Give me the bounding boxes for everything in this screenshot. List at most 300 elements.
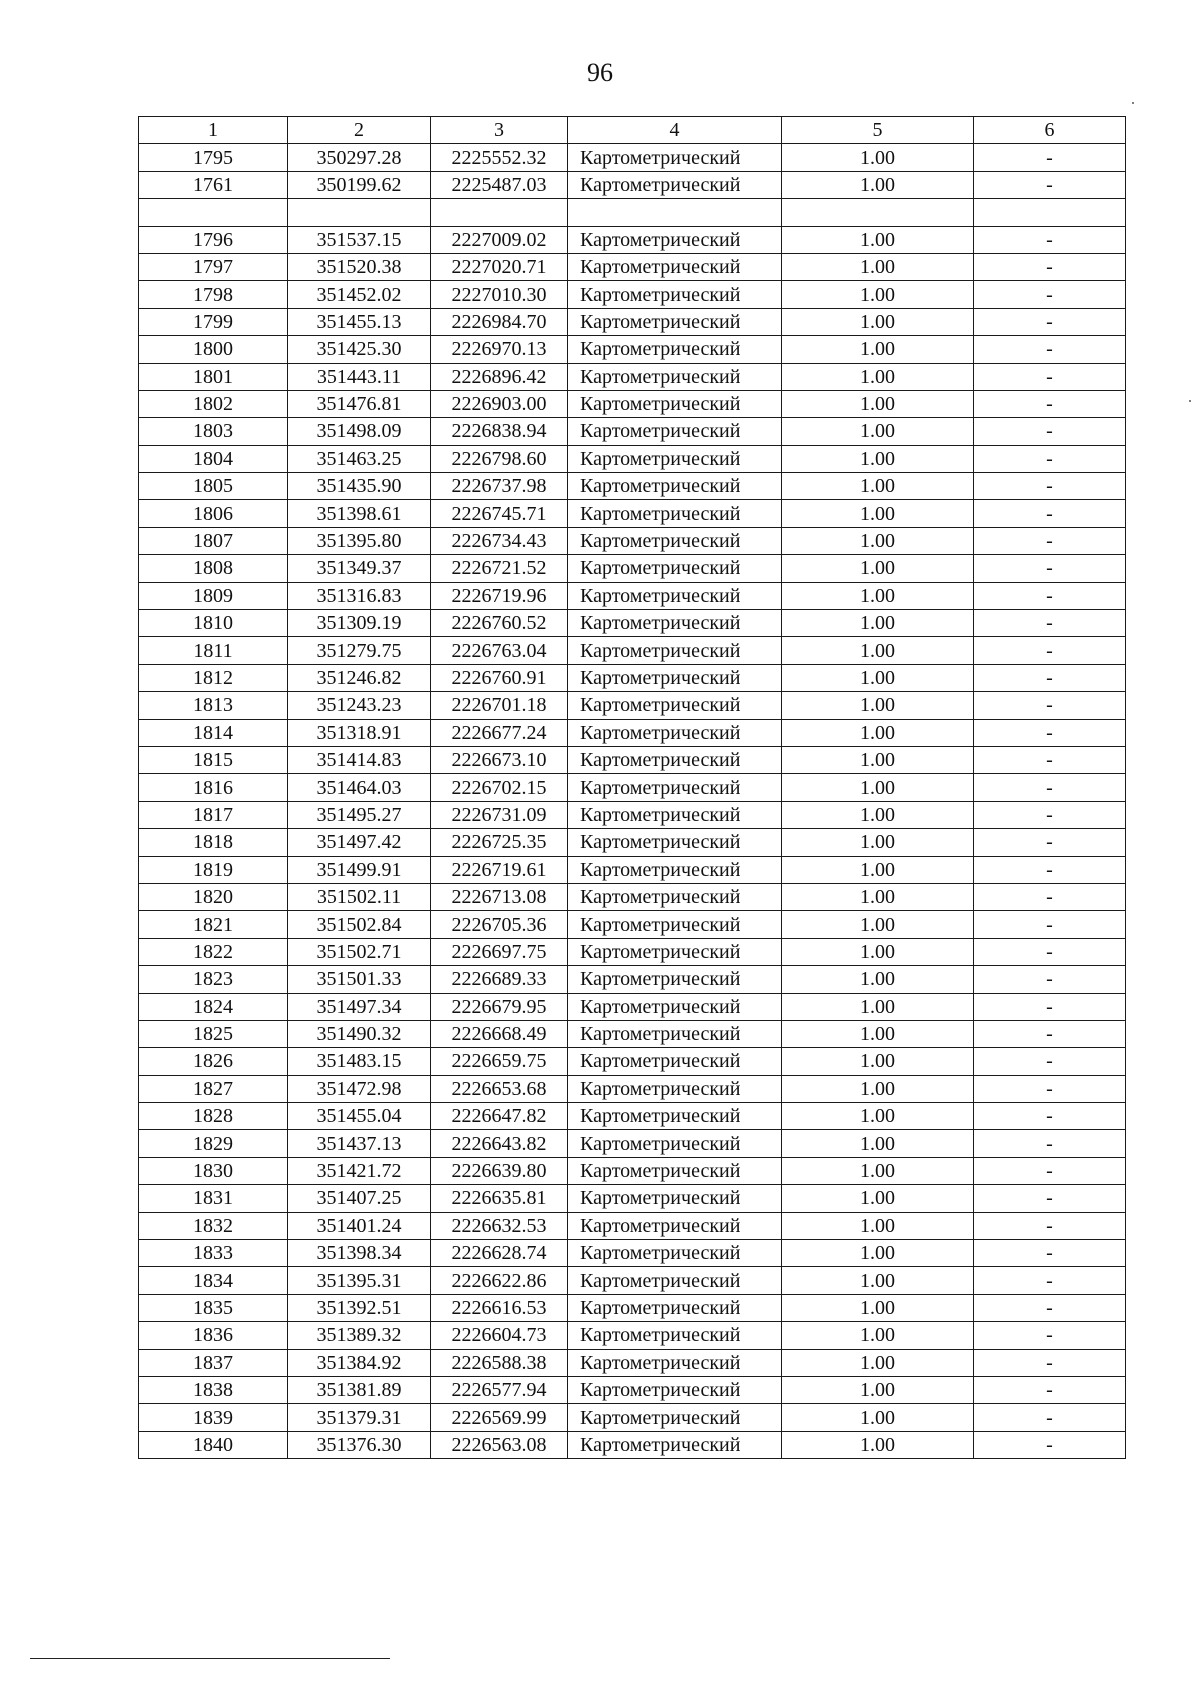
point-number-cell: 1805 (139, 473, 288, 500)
y-coordinate-cell: 2226635.81 (431, 1185, 568, 1212)
point-number-cell (139, 199, 288, 226)
description-cell: - (974, 911, 1126, 938)
point-number-cell: 1815 (139, 746, 288, 773)
point-number-cell: 1800 (139, 336, 288, 363)
point-number-cell: 1832 (139, 1212, 288, 1239)
method-cell: Картометрический (568, 1322, 782, 1349)
y-coordinate-cell: 2226903.00 (431, 390, 568, 417)
x-coordinate-cell: 351425.30 (288, 336, 431, 363)
table-row (139, 1431, 1126, 1458)
description-cell: - (974, 500, 1126, 527)
x-coordinate-cell: 350199.62 (288, 171, 431, 198)
x-coordinate-cell: 351243.23 (288, 692, 431, 719)
accuracy-cell: 1.00 (782, 1404, 974, 1431)
point-number-cell: 1819 (139, 856, 288, 883)
accuracy-cell: 1.00 (782, 582, 974, 609)
x-coordinate-cell: 351497.34 (288, 993, 431, 1020)
description-cell: - (974, 993, 1126, 1020)
accuracy-cell: 1.00 (782, 911, 974, 938)
method-cell: Картометрический (568, 993, 782, 1020)
method-cell: Картометрический (568, 883, 782, 910)
method-cell: Картометрический (568, 1431, 782, 1458)
description-cell: - (974, 363, 1126, 390)
table-row (139, 938, 1126, 965)
table-row (139, 1322, 1126, 1349)
point-number-cell: 1833 (139, 1240, 288, 1267)
table-row (139, 555, 1126, 582)
x-coordinate-cell: 351520.38 (288, 253, 431, 280)
x-coordinate-cell: 351398.61 (288, 500, 431, 527)
y-coordinate-cell: 2226604.73 (431, 1322, 568, 1349)
y-coordinate-cell: 2226643.82 (431, 1130, 568, 1157)
table-row (139, 171, 1126, 198)
scan-speck (1189, 400, 1191, 402)
x-coordinate-cell: 351483.15 (288, 1048, 431, 1075)
method-cell: Картометрический (568, 144, 782, 171)
empty-separator-row (139, 199, 1126, 226)
column-header-1: 1 (139, 117, 288, 144)
y-coordinate-cell: 2226616.53 (431, 1294, 568, 1321)
y-coordinate-cell: 2226577.94 (431, 1376, 568, 1403)
y-coordinate-cell: 2226731.09 (431, 801, 568, 828)
table-row (139, 144, 1126, 171)
accuracy-cell: 1.00 (782, 1185, 974, 1212)
x-coordinate-cell: 351443.11 (288, 363, 431, 390)
y-coordinate-cell: 2226673.10 (431, 746, 568, 773)
table-row (139, 1212, 1126, 1239)
point-number-cell: 1799 (139, 308, 288, 335)
method-cell: Картометрический (568, 1157, 782, 1184)
table-row (139, 1376, 1126, 1403)
y-coordinate-cell: 2226569.99 (431, 1404, 568, 1431)
description-cell: - (974, 1376, 1126, 1403)
point-number-cell: 1839 (139, 1404, 288, 1431)
description-cell: - (974, 527, 1126, 554)
description-cell: - (974, 774, 1126, 801)
accuracy-cell: 1.00 (782, 692, 974, 719)
y-coordinate-cell: 2226838.94 (431, 418, 568, 445)
point-number-cell: 1801 (139, 363, 288, 390)
y-coordinate-cell: 2226702.15 (431, 774, 568, 801)
x-coordinate-cell: 351437.13 (288, 1130, 431, 1157)
table-row (139, 883, 1126, 910)
description-cell: - (974, 829, 1126, 856)
description-cell (974, 199, 1126, 226)
table-row (139, 1048, 1126, 1075)
x-coordinate-cell: 351464.03 (288, 774, 431, 801)
x-coordinate-cell (288, 199, 431, 226)
accuracy-cell: 1.00 (782, 308, 974, 335)
y-coordinate-cell: 2227020.71 (431, 253, 568, 280)
x-coordinate-cell: 351309.19 (288, 610, 431, 637)
x-coordinate-cell: 351401.24 (288, 1212, 431, 1239)
accuracy-cell: 1.00 (782, 1157, 974, 1184)
x-coordinate-cell: 351435.90 (288, 473, 431, 500)
point-number-cell: 1806 (139, 500, 288, 527)
method-cell: Картометрический (568, 336, 782, 363)
table-row (139, 1130, 1126, 1157)
method-cell: Картометрический (568, 966, 782, 993)
y-coordinate-cell: 2226668.49 (431, 1020, 568, 1047)
y-coordinate-cell: 2226798.60 (431, 445, 568, 472)
description-cell: - (974, 1103, 1126, 1130)
method-cell: Картометрический (568, 582, 782, 609)
method-cell: Картометрический (568, 1267, 782, 1294)
point-number-cell: 1830 (139, 1157, 288, 1184)
x-coordinate-cell: 351495.27 (288, 801, 431, 828)
description-cell: - (974, 582, 1126, 609)
method-cell: Картометрический (568, 664, 782, 691)
y-coordinate-cell: 2226622.86 (431, 1267, 568, 1294)
point-number-cell: 1825 (139, 1020, 288, 1047)
point-number-cell: 1810 (139, 610, 288, 637)
description-cell: - (974, 555, 1126, 582)
description-cell: - (974, 856, 1126, 883)
table-row (139, 993, 1126, 1020)
accuracy-cell: 1.00 (782, 1294, 974, 1321)
table-row (139, 1349, 1126, 1376)
accuracy-cell: 1.00 (782, 746, 974, 773)
y-coordinate-cell: 2226725.35 (431, 829, 568, 856)
y-coordinate-cell: 2226745.71 (431, 500, 568, 527)
description-cell: - (974, 1130, 1126, 1157)
method-cell: Картометрический (568, 1404, 782, 1431)
y-coordinate-cell: 2226713.08 (431, 883, 568, 910)
accuracy-cell: 1.00 (782, 500, 974, 527)
method-cell: Картометрический (568, 692, 782, 719)
method-cell: Картометрический (568, 308, 782, 335)
accuracy-cell: 1.00 (782, 555, 974, 582)
accuracy-cell: 1.00 (782, 1240, 974, 1267)
description-cell: - (974, 1048, 1126, 1075)
method-cell: Картометрический (568, 1075, 782, 1102)
point-number-cell: 1804 (139, 445, 288, 472)
point-number-cell: 1834 (139, 1267, 288, 1294)
description-cell: - (974, 1349, 1126, 1376)
table-row (139, 1103, 1126, 1130)
y-coordinate-cell: 2226697.75 (431, 938, 568, 965)
x-coordinate-cell: 351318.91 (288, 719, 431, 746)
table-row (139, 1404, 1126, 1431)
description-cell: - (974, 473, 1126, 500)
description-cell: - (974, 883, 1126, 910)
description-cell: - (974, 1431, 1126, 1458)
point-number-cell: 1837 (139, 1349, 288, 1376)
column-header-2: 2 (288, 117, 431, 144)
page-number: 96 (587, 58, 613, 87)
method-cell (568, 199, 782, 226)
point-number-cell: 1823 (139, 966, 288, 993)
method-cell: Картометрический (568, 500, 782, 527)
y-coordinate-cell: 2226677.24 (431, 719, 568, 746)
accuracy-cell: 1.00 (782, 473, 974, 500)
table-row (139, 445, 1126, 472)
point-number-cell: 1796 (139, 226, 288, 253)
y-coordinate-cell: 2226734.43 (431, 527, 568, 554)
x-coordinate-cell: 351389.32 (288, 1322, 431, 1349)
y-coordinate-cell: 2225487.03 (431, 171, 568, 198)
method-cell: Картометрический (568, 171, 782, 198)
method-cell: Картометрический (568, 281, 782, 308)
description-cell: - (974, 418, 1126, 445)
x-coordinate-cell: 351395.31 (288, 1267, 431, 1294)
point-number-cell: 1826 (139, 1048, 288, 1075)
table-row (139, 911, 1126, 938)
description-cell: - (974, 1267, 1126, 1294)
column-header-3: 3 (431, 117, 568, 144)
y-coordinate-cell: 2226679.95 (431, 993, 568, 1020)
table-row (139, 801, 1126, 828)
x-coordinate-cell: 351407.25 (288, 1185, 431, 1212)
x-coordinate-cell: 351472.98 (288, 1075, 431, 1102)
method-cell: Картометрический (568, 1130, 782, 1157)
x-coordinate-cell: 351398.34 (288, 1240, 431, 1267)
y-coordinate-cell: 2226719.96 (431, 582, 568, 609)
x-coordinate-cell: 351414.83 (288, 746, 431, 773)
accuracy-cell: 1.00 (782, 856, 974, 883)
table-row (139, 226, 1126, 253)
method-cell: Картометрический (568, 746, 782, 773)
point-number-cell: 1821 (139, 911, 288, 938)
y-coordinate-cell: 2226760.91 (431, 664, 568, 691)
point-number-cell: 1818 (139, 829, 288, 856)
point-number-cell: 1827 (139, 1075, 288, 1102)
y-coordinate-cell: 2226719.61 (431, 856, 568, 883)
point-number-cell: 1797 (139, 253, 288, 280)
method-cell: Картометрический (568, 363, 782, 390)
header-row (139, 117, 1126, 144)
x-coordinate-cell: 351498.09 (288, 418, 431, 445)
y-coordinate-cell: 2226705.36 (431, 911, 568, 938)
method-cell: Картометрический (568, 253, 782, 280)
table-row (139, 473, 1126, 500)
accuracy-cell: 1.00 (782, 1103, 974, 1130)
point-number-cell: 1831 (139, 1185, 288, 1212)
accuracy-cell: 1.00 (782, 883, 974, 910)
accuracy-cell: 1.00 (782, 336, 974, 363)
table-row (139, 253, 1126, 280)
method-cell: Картометрический (568, 829, 782, 856)
method-cell: Картометрический (568, 1240, 782, 1267)
x-coordinate-cell: 351455.13 (288, 308, 431, 335)
method-cell: Картометрический (568, 1048, 782, 1075)
point-number-cell: 1809 (139, 582, 288, 609)
description-cell: - (974, 1294, 1126, 1321)
table-row (139, 390, 1126, 417)
description-cell: - (974, 1240, 1126, 1267)
table-row (139, 637, 1126, 664)
accuracy-cell: 1.00 (782, 363, 974, 390)
y-coordinate-cell: 2226689.33 (431, 966, 568, 993)
table-row (139, 308, 1126, 335)
x-coordinate-cell: 351490.32 (288, 1020, 431, 1047)
description-cell: - (974, 692, 1126, 719)
x-coordinate-cell: 351384.92 (288, 1349, 431, 1376)
accuracy-cell: 1.00 (782, 993, 974, 1020)
y-coordinate-cell: 2226628.74 (431, 1240, 568, 1267)
x-coordinate-cell: 351463.25 (288, 445, 431, 472)
description-cell: - (974, 746, 1126, 773)
x-coordinate-cell: 351246.82 (288, 664, 431, 691)
point-number-cell: 1811 (139, 637, 288, 664)
method-cell: Картометрический (568, 856, 782, 883)
accuracy-cell: 1.00 (782, 1075, 974, 1102)
x-coordinate-cell: 351501.33 (288, 966, 431, 993)
method-cell: Картометрический (568, 938, 782, 965)
table-row (139, 1240, 1126, 1267)
y-coordinate-cell: 2226737.98 (431, 473, 568, 500)
method-cell: Картометрический (568, 555, 782, 582)
method-cell: Картометрический (568, 1349, 782, 1376)
x-coordinate-cell: 351499.91 (288, 856, 431, 883)
accuracy-cell: 1.00 (782, 281, 974, 308)
description-cell: - (974, 253, 1126, 280)
x-coordinate-cell: 351349.37 (288, 555, 431, 582)
point-number-cell: 1761 (139, 171, 288, 198)
accuracy-cell: 1.00 (782, 774, 974, 801)
method-cell: Картометрический (568, 418, 782, 445)
method-cell: Картометрический (568, 911, 782, 938)
accuracy-cell: 1.00 (782, 1020, 974, 1047)
accuracy-cell: 1.00 (782, 1130, 974, 1157)
x-coordinate-cell: 351316.83 (288, 582, 431, 609)
point-number-cell: 1803 (139, 418, 288, 445)
method-cell: Картометрический (568, 610, 782, 637)
point-number-cell: 1802 (139, 390, 288, 417)
method-cell: Картометрический (568, 1020, 782, 1047)
table-row (139, 774, 1126, 801)
description-cell: - (974, 1020, 1126, 1047)
x-coordinate-cell: 351381.89 (288, 1376, 431, 1403)
table-row (139, 746, 1126, 773)
x-coordinate-cell: 351376.30 (288, 1431, 431, 1458)
method-cell: Картометрический (568, 801, 782, 828)
description-cell: - (974, 1322, 1126, 1349)
table-row (139, 527, 1126, 554)
x-coordinate-cell: 351421.72 (288, 1157, 431, 1184)
y-coordinate-cell: 2226760.52 (431, 610, 568, 637)
table-row (139, 582, 1126, 609)
method-cell: Картометрический (568, 1376, 782, 1403)
accuracy-cell: 1.00 (782, 1267, 974, 1294)
method-cell: Картометрический (568, 473, 782, 500)
accuracy-cell (782, 199, 974, 226)
point-number-cell: 1836 (139, 1322, 288, 1349)
y-coordinate-cell: 2225552.32 (431, 144, 568, 171)
method-cell: Картометрический (568, 390, 782, 417)
description-cell: - (974, 171, 1126, 198)
y-coordinate-cell: 2226588.38 (431, 1349, 568, 1376)
accuracy-cell: 1.00 (782, 527, 974, 554)
description-cell: - (974, 390, 1126, 417)
description-cell: - (974, 664, 1126, 691)
y-coordinate-cell (431, 199, 568, 226)
point-number-cell: 1828 (139, 1103, 288, 1130)
accuracy-cell: 1.00 (782, 664, 974, 691)
accuracy-cell: 1.00 (782, 637, 974, 664)
table-row (139, 336, 1126, 363)
point-number-cell: 1829 (139, 1130, 288, 1157)
accuracy-cell: 1.00 (782, 144, 974, 171)
description-cell: - (974, 336, 1126, 363)
y-coordinate-cell: 2227009.02 (431, 226, 568, 253)
point-number-cell: 1817 (139, 801, 288, 828)
accuracy-cell: 1.00 (782, 445, 974, 472)
accuracy-cell: 1.00 (782, 253, 974, 280)
description-cell: - (974, 445, 1126, 472)
x-coordinate-cell: 351502.84 (288, 911, 431, 938)
x-coordinate-cell: 351455.04 (288, 1103, 431, 1130)
x-coordinate-cell: 351379.31 (288, 1404, 431, 1431)
point-number-cell: 1840 (139, 1431, 288, 1458)
x-coordinate-cell: 351279.75 (288, 637, 431, 664)
footnote-separator-line (30, 1658, 390, 1659)
point-number-cell: 1814 (139, 719, 288, 746)
accuracy-cell: 1.00 (782, 1431, 974, 1458)
point-number-cell: 1813 (139, 692, 288, 719)
description-cell: - (974, 719, 1126, 746)
table-row (139, 1157, 1126, 1184)
point-number-cell: 1807 (139, 527, 288, 554)
table-row (139, 418, 1126, 445)
y-coordinate-cell: 2226701.18 (431, 692, 568, 719)
table-row (139, 966, 1126, 993)
y-coordinate-cell: 2226647.82 (431, 1103, 568, 1130)
table-row (139, 692, 1126, 719)
y-coordinate-cell: 2226984.70 (431, 308, 568, 335)
description-cell: - (974, 637, 1126, 664)
point-number-cell: 1824 (139, 993, 288, 1020)
scan-speck (1132, 102, 1134, 104)
accuracy-cell: 1.00 (782, 719, 974, 746)
description-cell: - (974, 281, 1126, 308)
accuracy-cell: 1.00 (782, 610, 974, 637)
description-cell: - (974, 1157, 1126, 1184)
point-number-cell: 1816 (139, 774, 288, 801)
y-coordinate-cell: 2227010.30 (431, 281, 568, 308)
method-cell: Картометрический (568, 1103, 782, 1130)
y-coordinate-cell: 2226721.52 (431, 555, 568, 582)
table-row (139, 363, 1126, 390)
y-coordinate-cell: 2226653.68 (431, 1075, 568, 1102)
x-coordinate-cell: 351395.80 (288, 527, 431, 554)
accuracy-cell: 1.00 (782, 1322, 974, 1349)
description-cell: - (974, 1185, 1126, 1212)
method-cell: Картометрический (568, 226, 782, 253)
x-coordinate-cell: 351537.15 (288, 226, 431, 253)
accuracy-cell: 1.00 (782, 1048, 974, 1075)
point-number-cell: 1798 (139, 281, 288, 308)
description-cell: - (974, 610, 1126, 637)
method-cell: Картометрический (568, 527, 782, 554)
x-coordinate-cell: 351497.42 (288, 829, 431, 856)
description-cell: - (974, 144, 1126, 171)
y-coordinate-cell: 2226639.80 (431, 1157, 568, 1184)
point-number-cell: 1822 (139, 938, 288, 965)
x-coordinate-cell: 351502.71 (288, 938, 431, 965)
x-coordinate-cell: 351392.51 (288, 1294, 431, 1321)
table-row (139, 829, 1126, 856)
description-cell: - (974, 1075, 1126, 1102)
y-coordinate-cell: 2226563.08 (431, 1431, 568, 1458)
accuracy-cell: 1.00 (782, 801, 974, 828)
point-number-cell: 1808 (139, 555, 288, 582)
accuracy-cell: 1.00 (782, 1349, 974, 1376)
column-header-5: 5 (782, 117, 974, 144)
table-row (139, 1020, 1126, 1047)
coordinates-table (138, 116, 1126, 1459)
method-cell: Картометрический (568, 445, 782, 472)
